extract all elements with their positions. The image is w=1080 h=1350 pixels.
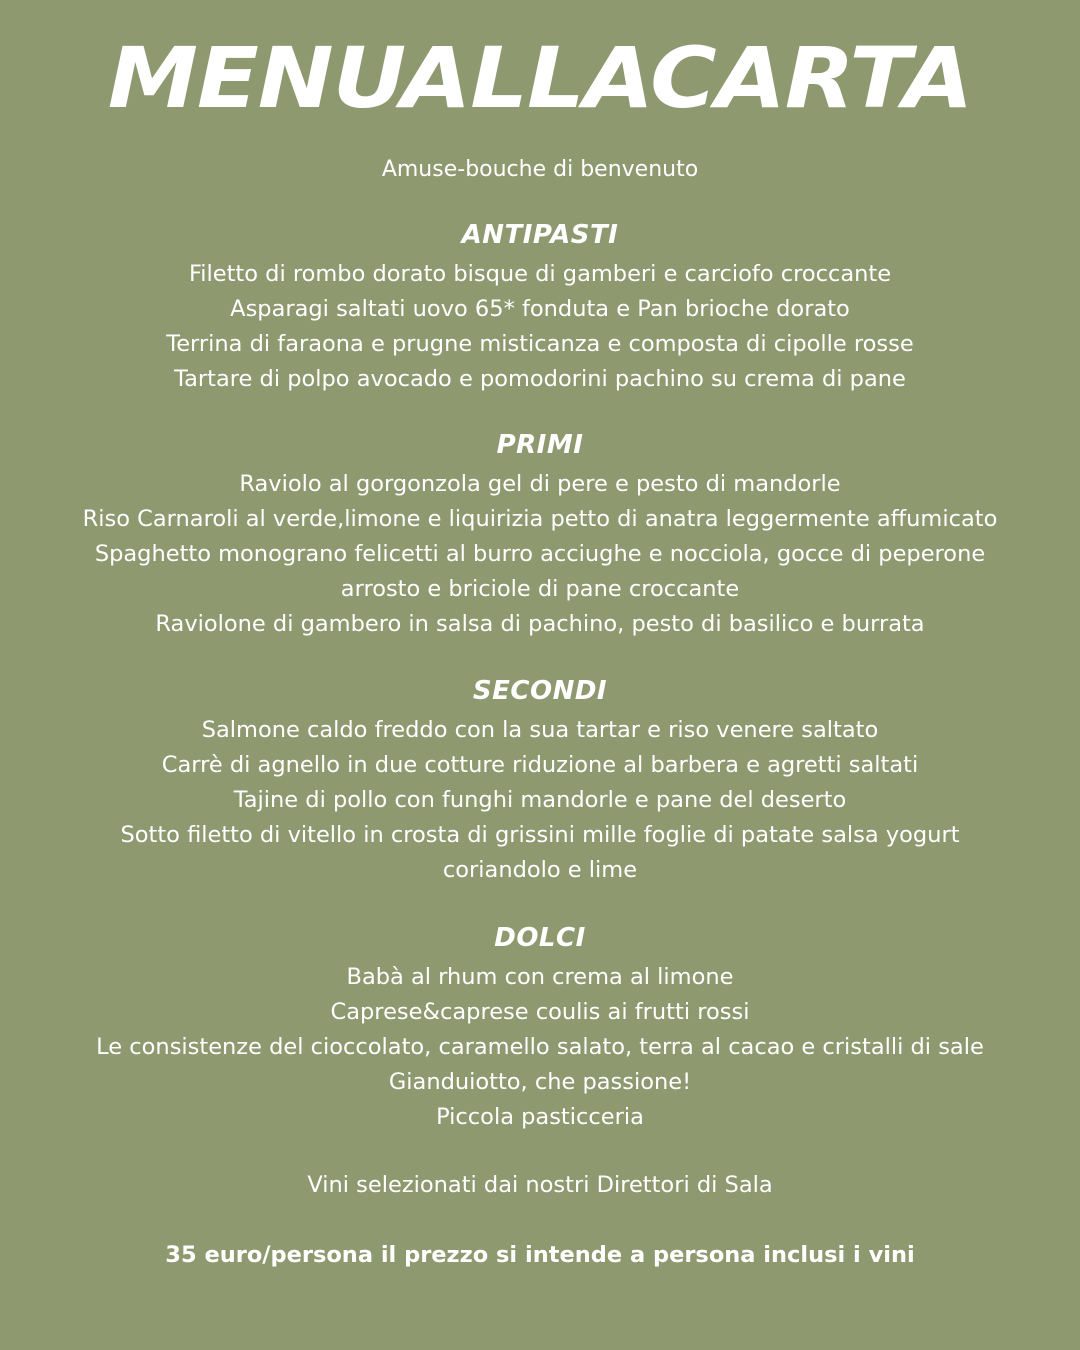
menu-item: Caprese&caprese coulis ai frutti rossi [330,999,750,1025]
price-note: 35 euro/persona il prezzo si intende a persona inclusi i vini [165,1242,915,1268]
menu-item: Babà al rhum con crema al limone [346,964,734,990]
menu-item: Sotto filetto di vitello in crosta di grissini mille foglie di patate salsa yogurt [120,822,960,848]
section-antipasti [0,217,1080,397]
menu-item: coriandolo e lime [442,857,638,883]
menu-item: Riso Carnaroli al verde,limone e liquirizia petto di anatra leggermente affumicato [82,506,998,532]
section-heading: DOLCI [494,923,586,953]
wines-note: Vini selezionati dai nostri Direttori di Sala [307,1172,773,1198]
menu-item: Terrina di faraona e prugne misticanza e composta di cipolle rosse [166,331,914,357]
section-primi [0,427,1080,642]
menu-item: Asparagi saltati uovo 65* fonduta e Pan brioche dorato [230,296,850,322]
menu-item: Spaghetto monograno felicetti al burro acciughe e nocciola, gocce di peperone [94,541,986,567]
menu-item: Piccola pasticceria [436,1104,644,1130]
section-heading: SECONDI [472,676,608,706]
menu-item: Tartare di polpo avocado e pomodorini pachino su crema di pane [174,366,906,392]
menu-item: Raviolo al gorgonzola gel di pere e pesto di mandorle [239,471,841,497]
menu-item: Tajine di pollo con funghi mandorle e pane del deserto [233,787,847,813]
menu-item: Filetto di rombo dorato bisque di gamberi e carciofo croccante [188,261,892,287]
section-heading: ANTIPASTI [461,220,619,250]
menu-item: Salmone caldo freddo con la sua tartar e riso venere saltato [201,717,879,743]
intro-text: Amuse-bouche di benvenuto [381,157,699,182]
section-secondi [0,673,1080,888]
menu-item: Raviolone di gambero in salsa di pachino, pesto di basilico e burrata [155,611,925,637]
section-dolci [0,920,1080,1135]
menu-item: arrosto e briciole di pane croccante [340,576,740,602]
menu-item: Le consistenze del cioccolato, caramello salato, terra al cacao e cristalli di sale [96,1034,984,1060]
menu-item: Carrè di agnello in due cotture riduzione al barbera e agretti saltati [161,752,919,778]
menu-title: MENUALLACARTA [107,29,973,127]
menu-item: Gianduiotto, che passione! [388,1069,692,1095]
section-heading: PRIMI [496,430,584,460]
